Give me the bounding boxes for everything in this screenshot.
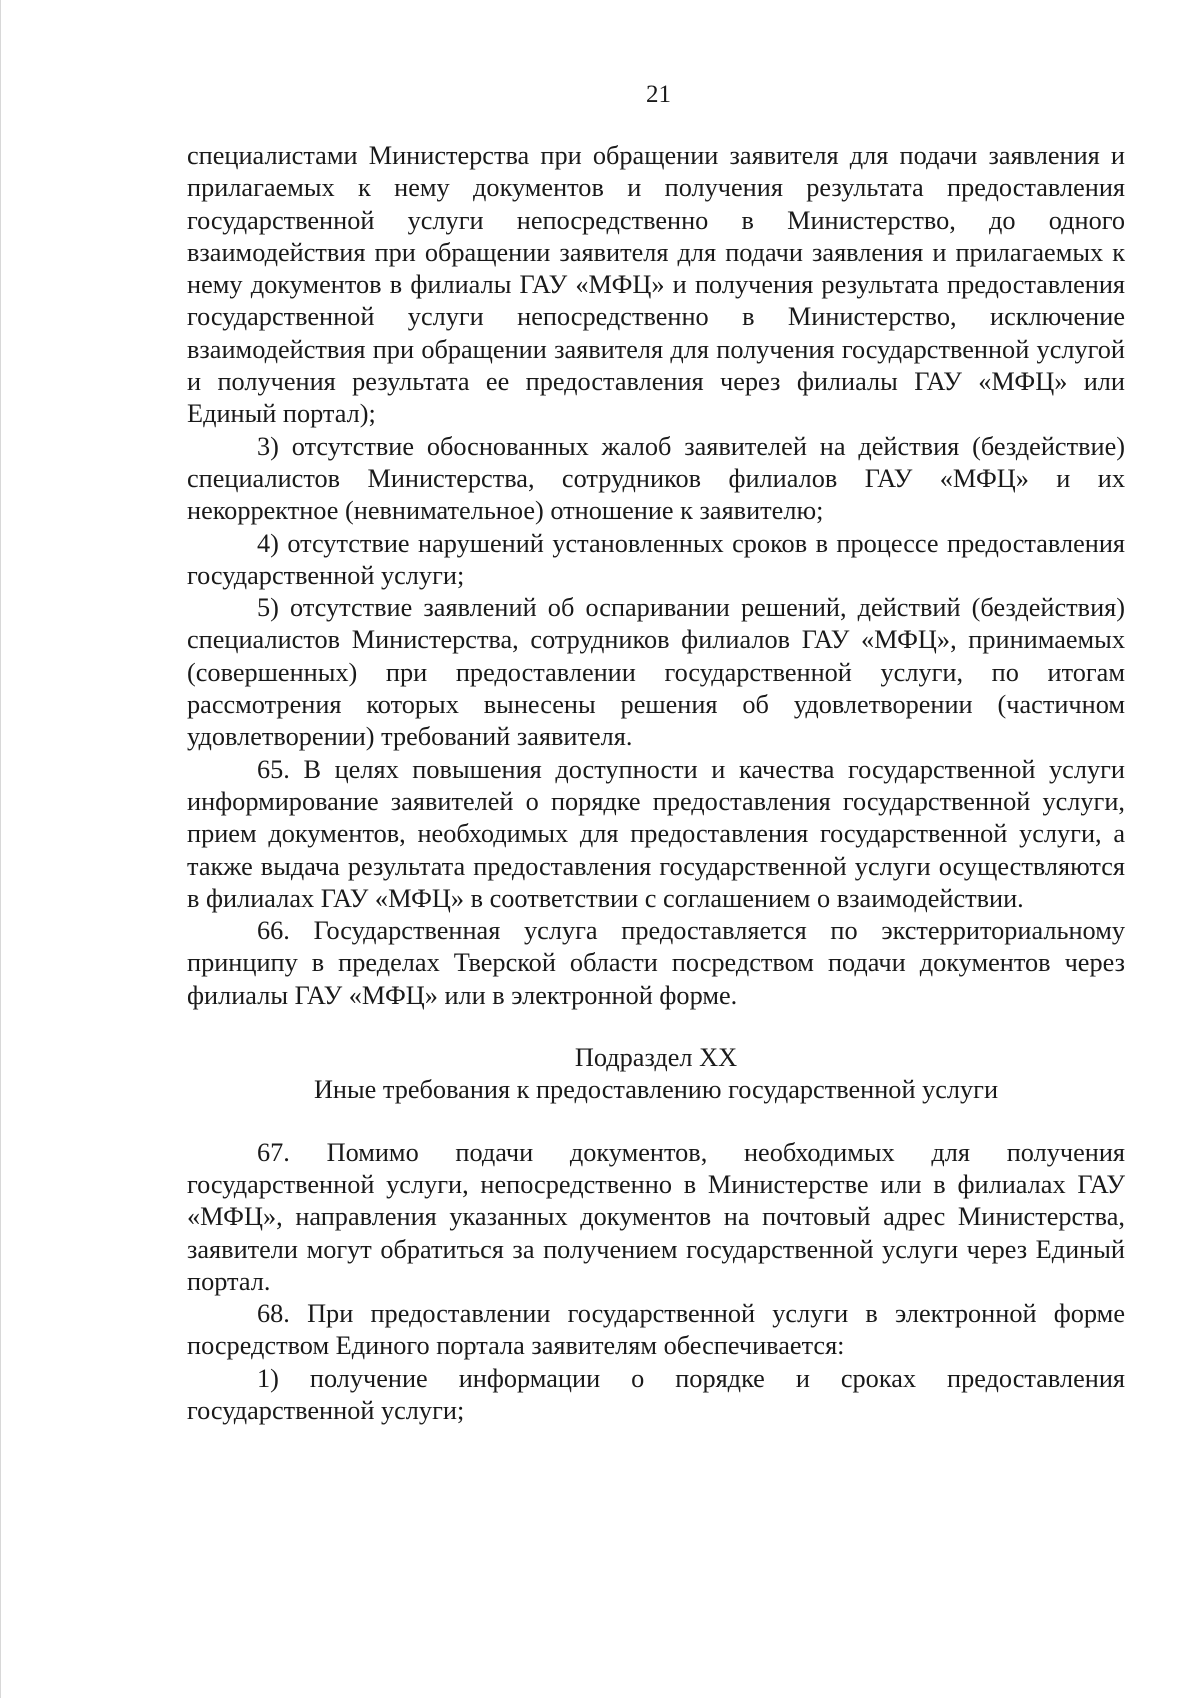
paragraph-item-3: 3) отсутствие обоснованных жалоб заявителей на действия (бездействие) специалистов Министерства, сотрудников филиалов ГАУ «МФЦ» и их некорректное (невнимательное) отношение к заявителю; <box>187 431 1125 526</box>
paragraph-item-5: 5) отсутствие заявлений об оспаривании решений, действий (бездействия) специалистов Министерства, сотрудников филиалов ГАУ «МФЦ», принимаемых (совершенных) при предоставлении государственной услуги, по итогам рассмотрения которых вынесены решения об удовлетворении (частичном удовлетворении) требований заявителя. <box>187 593 1125 752</box>
paragraph-continuation: специалистами Министерства при обращении заявителя для подачи заявления и прилагаемых к нему документов и получения результата предоставления государственной услуги непосредственно в Министерство, до одного взаимодействия при обращении заявителя для подачи заявления и прилагаемых к нему документов в филиалы ГАУ «МФЦ» и получения результата предоставления государственной услуги непосредственно в Министерство, исключение взаимодействия при обращении заявителя для получения государственной услугой и получения результата ее предоставления через филиалы ГАУ «МФЦ» или Единый портал); <box>187 141 1125 429</box>
document-body <box>187 140 1125 1427</box>
paragraph-65: 65. В целях повышения доступности и качества государственной услуги информирование заявителей о порядке предоставления государственной услуги, прием документов, необходимых для предоставления государственной услуги, а также выдача результата предоставления государственной услуги осуществляются в филиалах ГАУ «МФЦ» в соответствии с соглашением о взаимодействии. <box>187 754 1125 913</box>
paragraph-67: 67. Помимо подачи документов, необходимых для получения государственной услуги, непосредственно в Министерстве или в филиалах ГАУ «МФЦ», направления указанных документов на почтовый адрес Министерства, заявители могут обратиться за получением государственной услуги через Единый портал. <box>187 1137 1125 1296</box>
paragraph-68-item-1: 1) получение информации о порядке и сроках предоставления государственной услуги; <box>187 1363 1125 1425</box>
section-subtitle: Иные требования к предоставлению государственной услуги <box>313 1075 999 1105</box>
paragraph-68: 68. При предоставлении государственной услуги в электронной форме посредством Единого портала заявителям обеспечивается: <box>187 1299 1125 1361</box>
paragraph-item-4: 4) отсутствие нарушений установленных сроков в процессе предоставления государственной услуги; <box>187 528 1125 590</box>
section-title: Подраздел XX <box>574 1043 738 1073</box>
paragraph-66: 66. Государственная услуга предоставляется по экстерриториальному принципу в пределах Тверской области посредством подачи документов через филиалы ГАУ «МФЦ» или в электронной форме. <box>187 916 1125 1010</box>
page-number: 21 <box>646 81 671 108</box>
